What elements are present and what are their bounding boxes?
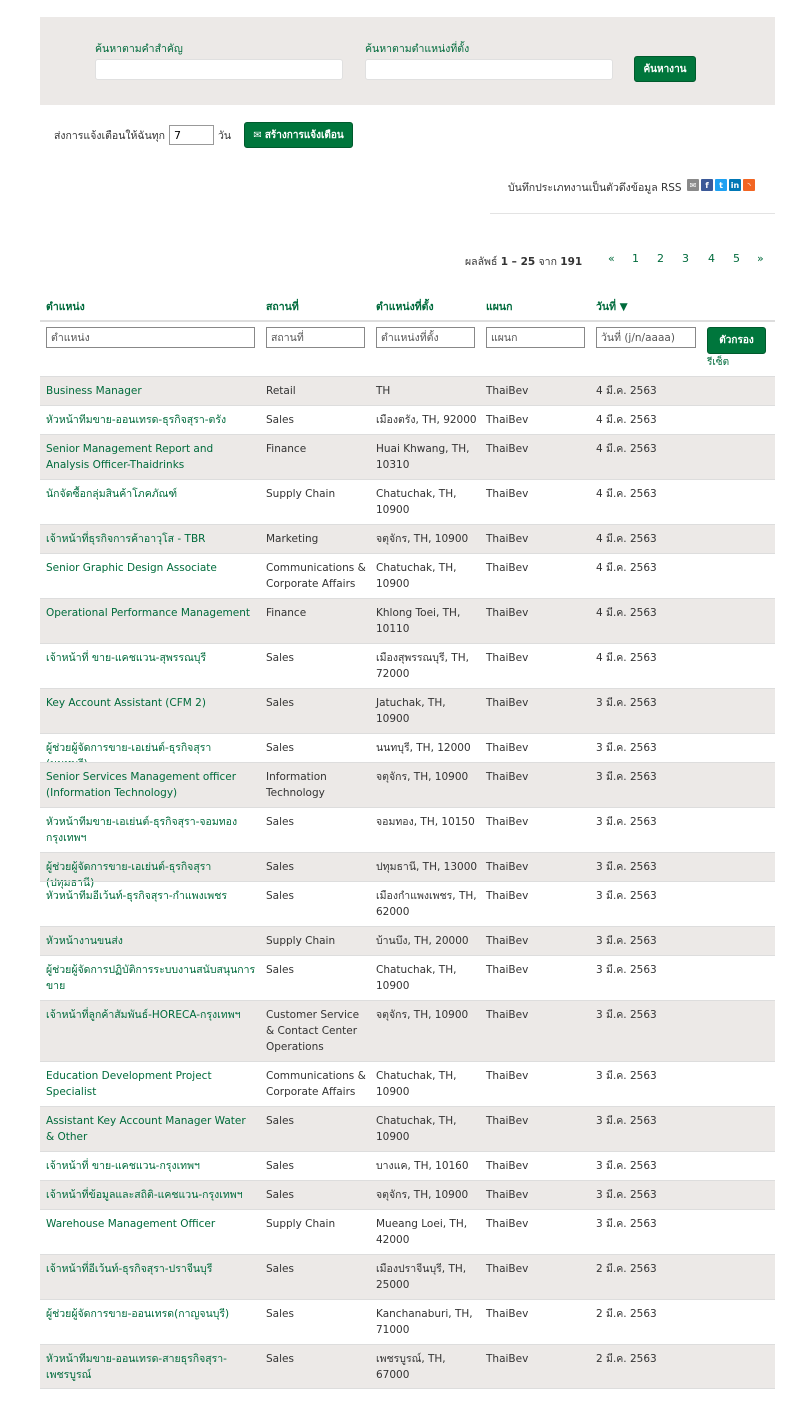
job-location: จอมทอง, TH, 10150 xyxy=(376,816,475,828)
alert-days-input[interactable]: 7 xyxy=(169,125,214,145)
job-date: 3 มี.ค. 2563 xyxy=(596,742,657,754)
job-title-link[interactable]: Operational Performance Management xyxy=(46,607,250,619)
job-location: จตุจักร, TH, 10900 xyxy=(376,1009,469,1021)
date-filter-input[interactable]: วันที่ (j/n/aaaa) xyxy=(596,327,696,348)
job-date: 3 มี.ค. 2563 xyxy=(596,1009,657,1021)
job-location: เมืองกำแพงเพชร, TH, 62000 xyxy=(376,890,477,918)
job-title-link[interactable]: หัวหน้าทีมอีเว้นท์-ธุรกิจสุรา-กำแพงเพชร xyxy=(46,890,227,902)
column-header-facility[interactable]: สถานที่ xyxy=(266,301,299,313)
job-title-link[interactable]: เจ้าหน้าที่อีเว้นท์-ธุรกิจสุรา-ปราจีนบุรี xyxy=(46,1263,213,1275)
alert-unit: วัน xyxy=(218,129,232,142)
job-facility: Sales xyxy=(266,1263,294,1275)
job-dept: ThaiBev xyxy=(486,771,529,783)
column-header-title[interactable]: ตำแหน่ง xyxy=(46,301,85,313)
job-date: 4 มี.ค. 2563 xyxy=(596,443,657,455)
job-date: 3 มี.ค. 2563 xyxy=(596,697,657,709)
pager-page-1[interactable]: 1 xyxy=(632,252,639,265)
job-title-link[interactable]: หัวหน้างานขนส่ง xyxy=(46,935,123,947)
job-title-link[interactable]: Warehouse Management Officer xyxy=(46,1218,216,1230)
job-title-link[interactable]: Business Manager xyxy=(46,385,142,397)
column-header-location[interactable]: ตำแหน่งที่ตั้ง xyxy=(376,301,434,313)
rss-icon[interactable]: ◝ xyxy=(743,179,755,191)
job-title-link[interactable]: ผู้ช่วยผู้จัดการขาย-เอเย่นต์-ธุรกิจสุรา (ปทุมธานี) xyxy=(46,861,212,889)
table-row xyxy=(40,1180,775,1209)
table-row xyxy=(40,1209,775,1254)
job-location: เพชรบูรณ์, TH, 67000 xyxy=(376,1353,446,1381)
job-date: 4 มี.ค. 2563 xyxy=(596,488,657,500)
location-label: ค้นหาตามตำแหน่งที่ตั้ง xyxy=(365,43,470,55)
job-dept: ThaiBev xyxy=(486,443,529,455)
job-title-link[interactable]: นักจัดซื้อกลุ่มสินค้าโภคภัณฑ์ xyxy=(46,488,178,500)
pager-page-3[interactable]: 3 xyxy=(682,252,689,265)
title-filter-input[interactable]: ตำแหน่ง xyxy=(46,327,255,348)
job-facility: Sales xyxy=(266,861,294,873)
job-title-link[interactable]: Senior Services Management officer (Information Technology) xyxy=(46,771,237,799)
results-range: 1 – 25 xyxy=(500,256,536,268)
pager-page-2[interactable]: 2 xyxy=(657,252,664,265)
table-row xyxy=(40,762,775,807)
job-dept: ThaiBev xyxy=(486,1218,529,1230)
job-dept: ThaiBev xyxy=(486,1308,529,1320)
job-title-link[interactable]: เจ้าหน้าที่ธุรกิจการค้าอาวุโส - TBR xyxy=(46,533,206,545)
location-filter-input[interactable]: ตำแหน่งที่ตั้ง xyxy=(376,327,475,348)
keyword-search-input[interactable] xyxy=(95,59,343,80)
facility-filter-input[interactable]: สถานที่ xyxy=(266,327,365,348)
results-summary xyxy=(465,253,582,270)
job-location: Kanchanaburi, TH, 71000 xyxy=(376,1308,473,1336)
job-date: 3 มี.ค. 2563 xyxy=(596,1115,657,1127)
job-location: Mueang Loei, TH, 42000 xyxy=(376,1218,468,1246)
table-row xyxy=(40,688,775,733)
job-dept: ThaiBev xyxy=(486,533,529,545)
job-location: Chatuchak, TH, 10900 xyxy=(376,562,457,590)
job-location: Chatuchak, TH, 10900 xyxy=(376,1115,457,1143)
results-prefix: ผลลัพธ์ xyxy=(465,256,501,268)
twitter-icon[interactable]: t xyxy=(715,179,727,191)
job-facility: Marketing xyxy=(266,533,319,545)
job-date: 2 มี.ค. 2563 xyxy=(596,1308,657,1320)
job-dept: ThaiBev xyxy=(486,652,529,664)
rss-save-text: บันทึกประเภทงานเป็นตัวดึงข้อมูล RSS xyxy=(508,182,682,194)
share-icons xyxy=(687,179,755,191)
create-alert-label: สร้างการแจ้งเตือน xyxy=(264,129,344,141)
alert-text: ส่งการแจ้งเตือนให้ฉันทุก xyxy=(54,129,166,142)
job-dept: ThaiBev xyxy=(486,1115,529,1127)
table-row xyxy=(40,479,775,524)
job-list xyxy=(40,376,775,1389)
job-date: 4 มี.ค. 2563 xyxy=(596,414,657,426)
table-row xyxy=(40,598,775,643)
job-date: 4 มี.ค. 2563 xyxy=(596,562,657,574)
job-facility: Sales xyxy=(266,652,294,664)
job-date: 3 มี.ค. 2563 xyxy=(596,771,657,783)
job-alert-row xyxy=(54,122,353,148)
job-title-link[interactable]: หัวหน้าทีมขาย-เอเย่นต์-ธุรกิจสุรา-จอมทอง กรุงเทพฯ xyxy=(46,816,238,844)
job-title-link[interactable]: หัวหน้าทีมขาย-ออนเทรด-สายธุรกิจสุรา-เพชรบูรณ์ xyxy=(46,1353,227,1381)
job-facility: Sales xyxy=(266,816,294,828)
job-title-link[interactable]: Senior Management Report and Analysis Officer-Thaidrinks xyxy=(46,443,214,471)
job-title-link[interactable]: Assistant Key Account Manager Water & Other xyxy=(46,1115,246,1143)
table-row xyxy=(40,955,775,1000)
job-title-link[interactable]: ผู้ช่วยผู้จัดการปฏิบัติการระบบงานสนับสนุนการขาย xyxy=(46,964,256,992)
job-dept: ThaiBev xyxy=(486,1009,529,1021)
job-title-link[interactable]: หัวหน้าทีมขาย-ออนเทรด-ธุรกิจสุรา-ตรัง xyxy=(46,414,227,426)
column-header-date[interactable]: วันที่ ▼ xyxy=(596,301,628,313)
job-title-link[interactable]: เจ้าหน้าที่ข้อมูลและสถิติ-แคชแวน-กรุงเทพฯ xyxy=(46,1189,243,1201)
table-row xyxy=(40,926,775,955)
job-date: 2 มี.ค. 2563 xyxy=(596,1353,657,1365)
facebook-icon[interactable]: f xyxy=(701,179,713,191)
job-dept: ThaiBev xyxy=(486,697,529,709)
job-facility: Supply Chain xyxy=(266,1218,336,1230)
job-location: TH xyxy=(376,385,391,397)
job-title-link[interactable]: Key Account Assistant (CFM 2) xyxy=(46,697,206,709)
job-facility: Customer Service & Contact Center Operations xyxy=(266,1009,360,1053)
search-jobs-button[interactable]: ค้นหางาน xyxy=(634,56,696,82)
linkedin-icon[interactable]: in xyxy=(730,180,740,190)
results-of: จาก xyxy=(535,256,561,268)
search-panel xyxy=(40,17,775,105)
table-row xyxy=(40,553,775,598)
job-facility: Sales xyxy=(266,414,294,426)
job-date: 3 มี.ค. 2563 xyxy=(596,861,657,873)
job-date: 3 มี.ค. 2563 xyxy=(596,964,657,976)
table-row xyxy=(40,733,775,762)
job-facility: Sales xyxy=(266,1308,294,1320)
job-dept: ThaiBev xyxy=(486,1160,529,1172)
job-date: 3 มี.ค. 2563 xyxy=(596,1070,657,1082)
job-facility: Sales xyxy=(266,1115,294,1127)
job-location: เมืองตรัง, TH, 92000 xyxy=(376,414,477,426)
table-row xyxy=(40,1061,775,1106)
job-facility: Finance xyxy=(266,443,307,455)
job-date: 3 มี.ค. 2563 xyxy=(596,1160,657,1172)
job-dept: ThaiBev xyxy=(486,562,529,574)
job-date: 3 มี.ค. 2563 xyxy=(596,890,657,902)
table-row xyxy=(40,1299,775,1344)
job-dept: ThaiBev xyxy=(486,742,529,754)
job-location: เมืองปราจีนบุรี, TH, 25000 xyxy=(376,1263,467,1291)
table-row xyxy=(40,1254,775,1299)
job-location: Chatuchak, TH, 10900 xyxy=(376,1070,457,1098)
job-title-link[interactable]: Senior Graphic Design Associate xyxy=(46,562,217,574)
job-location: บ้านบึง, TH, 20000 xyxy=(376,935,469,947)
job-date: 3 มี.ค. 2563 xyxy=(596,935,657,947)
job-location: Chatuchak, TH, 10900 xyxy=(376,488,457,516)
job-dept: ThaiBev xyxy=(486,1263,529,1275)
pager-first[interactable]: « xyxy=(608,252,615,265)
pager-last[interactable]: » xyxy=(757,252,764,265)
column-header-dept[interactable]: แผนก xyxy=(486,301,513,313)
email-icon[interactable]: ✉ xyxy=(687,179,699,191)
job-facility: Sales xyxy=(266,1160,294,1172)
table-row xyxy=(40,1151,775,1180)
pager-page-5[interactable]: 5 xyxy=(733,252,740,265)
reset-link[interactable]: รีเซ็ต xyxy=(707,357,730,368)
job-date: 3 มี.ค. 2563 xyxy=(596,816,657,828)
results-total: 191 xyxy=(560,256,583,268)
table-row xyxy=(40,881,775,926)
job-title-link[interactable]: เจ้าหน้าที่ ขาย-แคชแวน-กรุงเทพฯ xyxy=(46,1160,200,1172)
job-dept: ThaiBev xyxy=(486,385,529,397)
table-row xyxy=(40,405,775,434)
job-facility: Communications & Corporate Affairs xyxy=(266,1070,366,1098)
job-location: Chatuchak, TH, 10900 xyxy=(376,964,457,992)
job-facility: Sales xyxy=(266,697,294,709)
keyword-label: ค้นหาตามคำสำคัญ xyxy=(95,43,183,55)
job-date: 3 มี.ค. 2563 xyxy=(596,1218,657,1230)
table-row xyxy=(40,1344,775,1389)
job-title-link[interactable]: Education Development Project Specialist xyxy=(46,1070,212,1098)
table-row xyxy=(40,1000,775,1061)
job-location: นนทบุรี, TH, 12000 xyxy=(376,742,471,754)
table-row xyxy=(40,643,775,688)
job-facility: Supply Chain xyxy=(266,935,336,947)
mail-icon: ✉ xyxy=(253,129,262,141)
location-search-input[interactable] xyxy=(365,59,613,80)
job-dept: ThaiBev xyxy=(486,935,529,947)
job-facility: Sales xyxy=(266,742,294,754)
job-dept: ThaiBev xyxy=(486,816,529,828)
table-row xyxy=(40,376,775,405)
table-row xyxy=(40,434,775,479)
job-dept: ThaiBev xyxy=(486,607,529,619)
job-dept: ThaiBev xyxy=(486,964,529,976)
divider xyxy=(490,213,775,214)
table-row xyxy=(40,524,775,553)
job-title-link[interactable]: ผู้ช่วยผู้จัดการขาย-เอเย่นต์-ธุรกิจสุรา xyxy=(46,742,212,754)
job-facility: Communications & Corporate Affairs xyxy=(266,562,366,590)
job-dept: ThaiBev xyxy=(486,1353,529,1365)
job-date: 4 มี.ค. 2563 xyxy=(596,533,657,545)
job-dept: ThaiBev xyxy=(486,1189,529,1201)
job-title-link[interactable]: เจ้าหน้าที่ลูกค้าสัมพันธ์-HORECA-กรุงเทพฯ xyxy=(46,1009,241,1021)
job-title-link[interactable]: เจ้าหน้าที่ ขาย-แคชแวน-สุพรรณบุรี xyxy=(46,652,207,664)
job-dept: ThaiBev xyxy=(486,861,529,873)
job-facility: Information Technology xyxy=(266,771,327,799)
job-location: เมืองสุพรรณบุรี, TH, 72000 xyxy=(376,652,469,680)
job-location: บางแค, TH, 10160 xyxy=(376,1160,469,1172)
dept-filter-input[interactable]: แผนก xyxy=(486,327,585,348)
pager-page-4[interactable]: 4 xyxy=(708,252,715,265)
table-row xyxy=(40,852,775,889)
job-location: ปทุมธานี, TH, 13000 xyxy=(376,861,478,873)
job-location: Huai Khwang, TH, 10310 xyxy=(376,443,470,471)
job-date: 4 มี.ค. 2563 xyxy=(596,385,657,397)
create-alert-button[interactable] xyxy=(244,122,353,148)
job-location: จตุจักร, TH, 10900 xyxy=(376,533,469,545)
job-facility: Supply Chain xyxy=(266,488,336,500)
job-location: Jatuchak, TH, 10900 xyxy=(376,697,446,725)
job-facility: Sales xyxy=(266,964,294,976)
job-date: 2 มี.ค. 2563 xyxy=(596,1263,657,1275)
table-row xyxy=(40,1106,775,1151)
job-facility: Retail xyxy=(266,385,296,397)
job-location: Khlong Toei, TH, 10110 xyxy=(376,607,461,635)
filter-button[interactable]: ตัวกรอง xyxy=(707,327,766,354)
job-location: จตุจักร, TH, 10900 xyxy=(376,1189,469,1201)
job-dept: ThaiBev xyxy=(486,414,529,426)
table-row xyxy=(40,807,775,852)
job-title-link[interactable]: ผู้ช่วยผู้จัดการขาย-ออนเทรด(กาญจนบุรี) xyxy=(46,1308,230,1320)
job-dept: ThaiBev xyxy=(486,488,529,500)
job-date: 3 มี.ค. 2563 xyxy=(596,1189,657,1201)
job-facility: Finance xyxy=(266,607,307,619)
job-facility: Sales xyxy=(266,890,294,902)
job-location: จตุจักร, TH, 10900 xyxy=(376,771,469,783)
job-facility: Sales xyxy=(266,1353,294,1365)
divider xyxy=(40,320,775,322)
job-date: 4 มี.ค. 2563 xyxy=(596,652,657,664)
job-date: 4 มี.ค. 2563 xyxy=(596,607,657,619)
job-facility: Sales xyxy=(266,1189,294,1201)
job-dept: ThaiBev xyxy=(486,890,529,902)
job-dept: ThaiBev xyxy=(486,1070,529,1082)
